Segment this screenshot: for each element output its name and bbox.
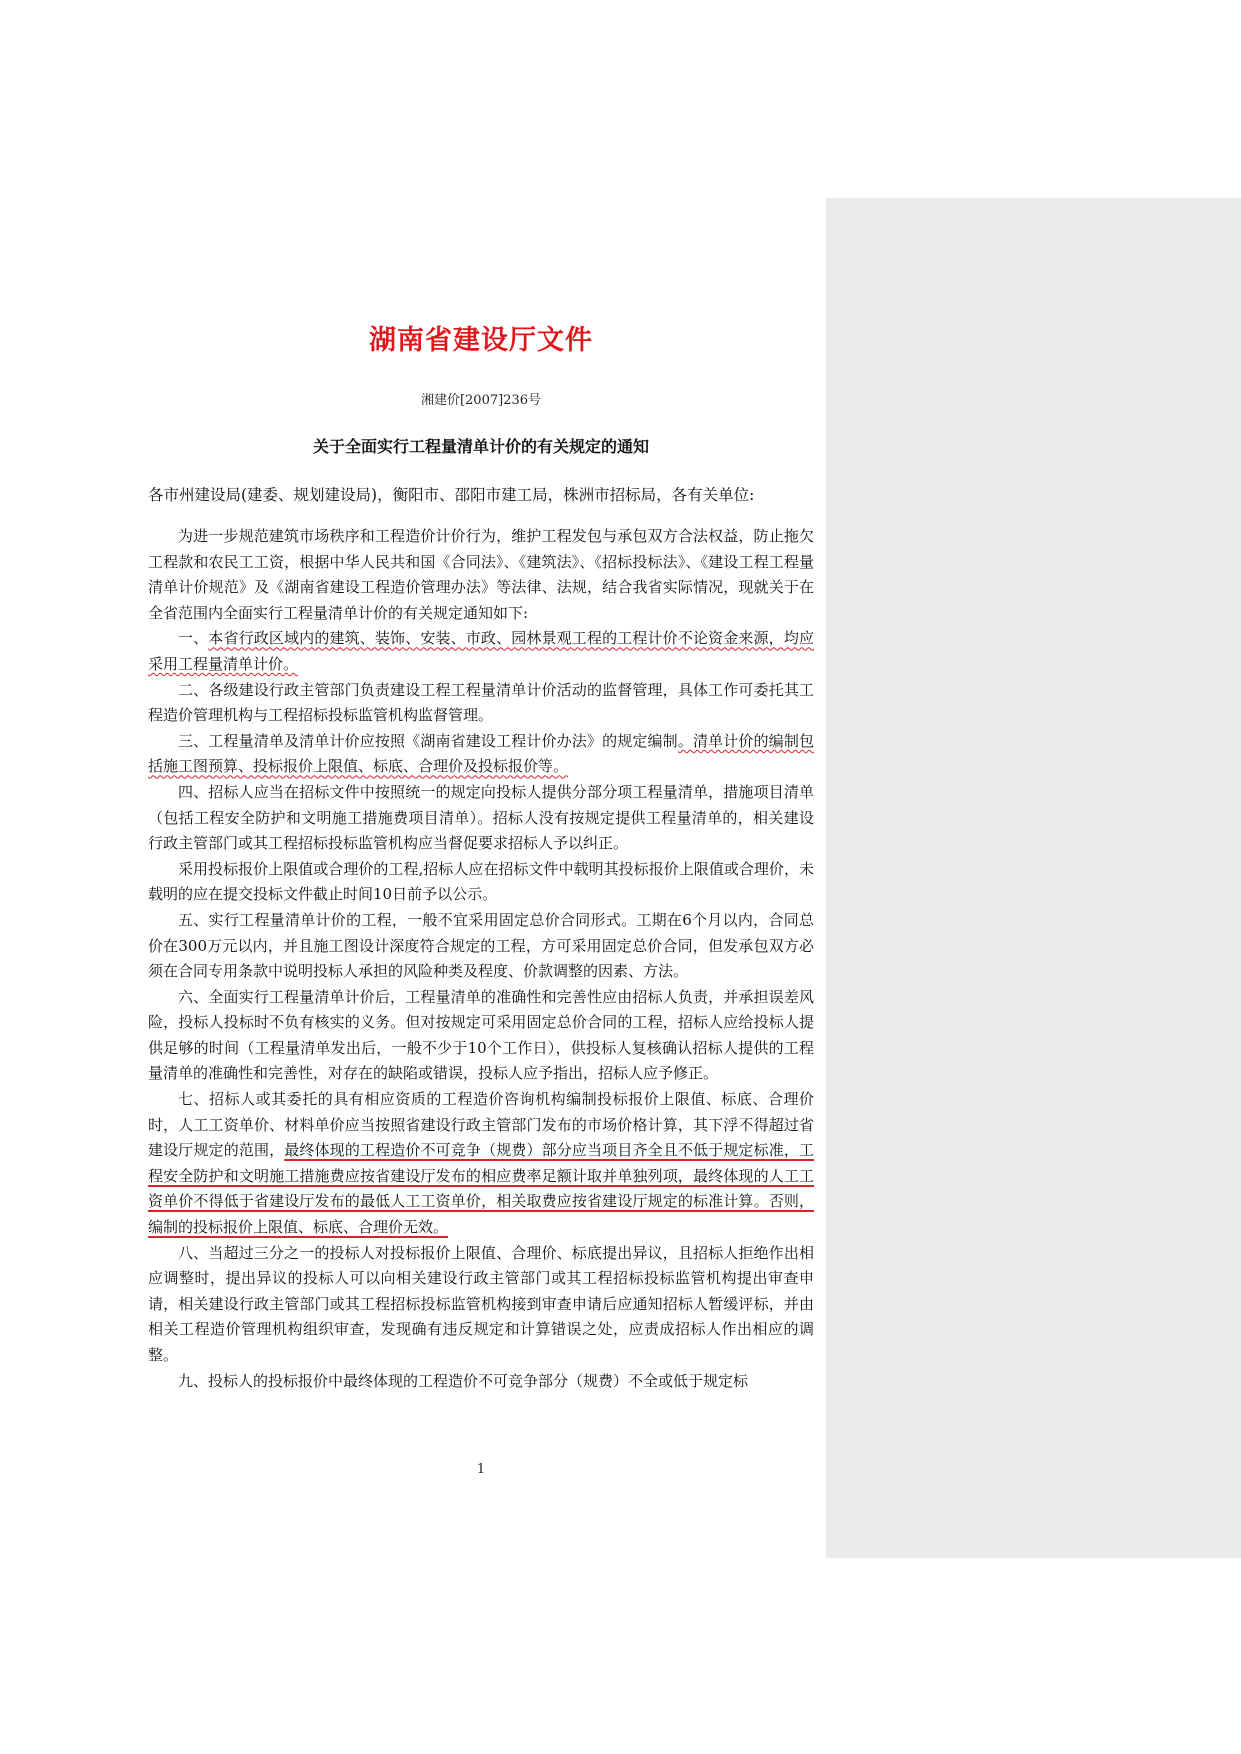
document-title: 湖南省建设厅文件 [369, 325, 593, 356]
paragraph-3 [148, 729, 814, 780]
paragraph-intro: 为进一步规范建筑市场秩序和工程造价计价行为，维护工程发包与承包双方合法权益，防止拖欠工程款和农民工工资，根据中华人民共和国《合同法》、《建筑法》、《招标投标法》、《建设工程工程量清单计价规范》及《湖南省建设工程造价管理办法》等法律、法规，结合我省实际情况，现就关于在全省范围内全面实行工程量清单计价的有关规定通知如下: [148, 527, 814, 622]
document-page [148, 0, 814, 1754]
comment-pane [826, 198, 1241, 1558]
paragraph-3-text: 三、工程量清单及清单计价应按照《湖南省建设工程计价办法》的规定编制 [178, 731, 678, 750]
paragraph-1 [148, 626, 814, 677]
paragraph-3-tracked-change: 。清单计价的编制包括施工图预算、投标报价上限值、标底、合理价及投标报价等。 [148, 731, 814, 776]
page-number: 1 [476, 1462, 486, 1477]
paragraph-4: 四、招标人应当在招标文件中按照统一的规定向投标人提供分部分项工程量清单，措施项目清单（包括工程安全防护和文明施工措施费项目清单）。招标人没有按规定提供工程量清单的，相关建设行政主管部门或其工程招标投标监管机构应当督促要求招标人予以纠正。 [148, 782, 814, 853]
paragraph-7 [148, 1087, 814, 1241]
paragraph-7-tracked-change: 最终体现的工程造价不可竞争（规费）部分应当项目齐全且不低于规定标准，工程安全防护和文明施工措施费应按省建设厅发布的相应费率足额计取并单独列项，最终体现的人工工资单价不得低于省建设厅发布的最低人工工资单价，相关取费应按省建设厅规定的标准计算。否则，编制的投标报价上限值、标底、合理价无效。 [148, 1141, 814, 1237]
paragraph-9: 九、投标人的投标报价中最终体现的工程造价不可竞争部分（规费）不全或低于规定标 [178, 1371, 749, 1390]
paragraph-4b: 采用投标报价上限值或合理价的工程,招标人应在招标文件中载明其投标报价上限值或合理价，未载明的应在提交投标文件截止时间10日前予以公示。 [148, 859, 814, 904]
document-number: 湘建价[2007]236号 [420, 393, 542, 408]
paragraph-2: 二、各级建设行政主管部门负责建设工程工程量清单计价活动的监督管理，具体工作可委托其工程造价管理机构与工程招标投标监管机构监督管理。 [148, 680, 814, 725]
paragraph-7-text: 七、招标人或其委托的具有相应资质的工程造价咨询机构编制投标报价上限值、标底、合理价时，人工工资单价、材料单价应当按照省建设行政主管部门发布的市场价格计算，其下浮不得超过省建设厅规定的范围， [148, 1090, 814, 1160]
addressee: 各市州建设局(建委、规划建设局)，衡阳市、邵阳市建工局，株洲市招标局，各有关单位: [148, 486, 755, 504]
notice-title: 关于全面实行工程量清单计价的有关规定的通知 [312, 437, 649, 456]
paragraph-5: 五、实行工程量清单计价的工程，一般不宜采用固定总价合同形式。工期在6个月以内，合同总价在300万元以内，并且施工图设计深度符合规定的工程，方可采用固定总价合同，但发承包双方必须在合同专用条款中说明投标人承担的风险种类及程度、价款调整的因素、方法。 [148, 910, 814, 981]
document-body [148, 524, 814, 1394]
paragraph-1-tracked-change: 本省行政区域内的建筑、装饰、安装、市政、园林景观工程的工程计价不论资金来源，均应采用工程量清单计价。 [148, 629, 814, 673]
paragraph-6: 六、全面实行工程量清单计价后，工程量清单的准确性和完善性应由招标人负责，并承担误差风险，投标人投标时不负有核实的义务。但对按规定可采用固定总价合同的工程，招标人应给投标人提供足够的时间（工程量清单发出后，一般不少于10个工作日），供投标人复核确认招标人提供的工程量清单的准确性和完善性，对存在的缺陷或错误，投标人应予指出，招标人应予修正。 [148, 987, 814, 1083]
paragraph-8: 八、当超过三分之一的投标人对投标报价上限值、合理价、标底提出异议，且招标人拒绝作出相应调整时，提出异议的投标人可以向相关建设行政主管部门或其工程招标投标监管机构提出审查申请，相关建设行政主管部门或其工程招标投标监管机构接到审查申请后应通知招标人暂缓评标，并由相关工程造价管理机构组织审查，发现确有违反规定和计算错误之处，应责成招标人作出相应的调整。 [148, 1243, 814, 1364]
paragraph-1-prefix: 一、 [178, 629, 209, 648]
